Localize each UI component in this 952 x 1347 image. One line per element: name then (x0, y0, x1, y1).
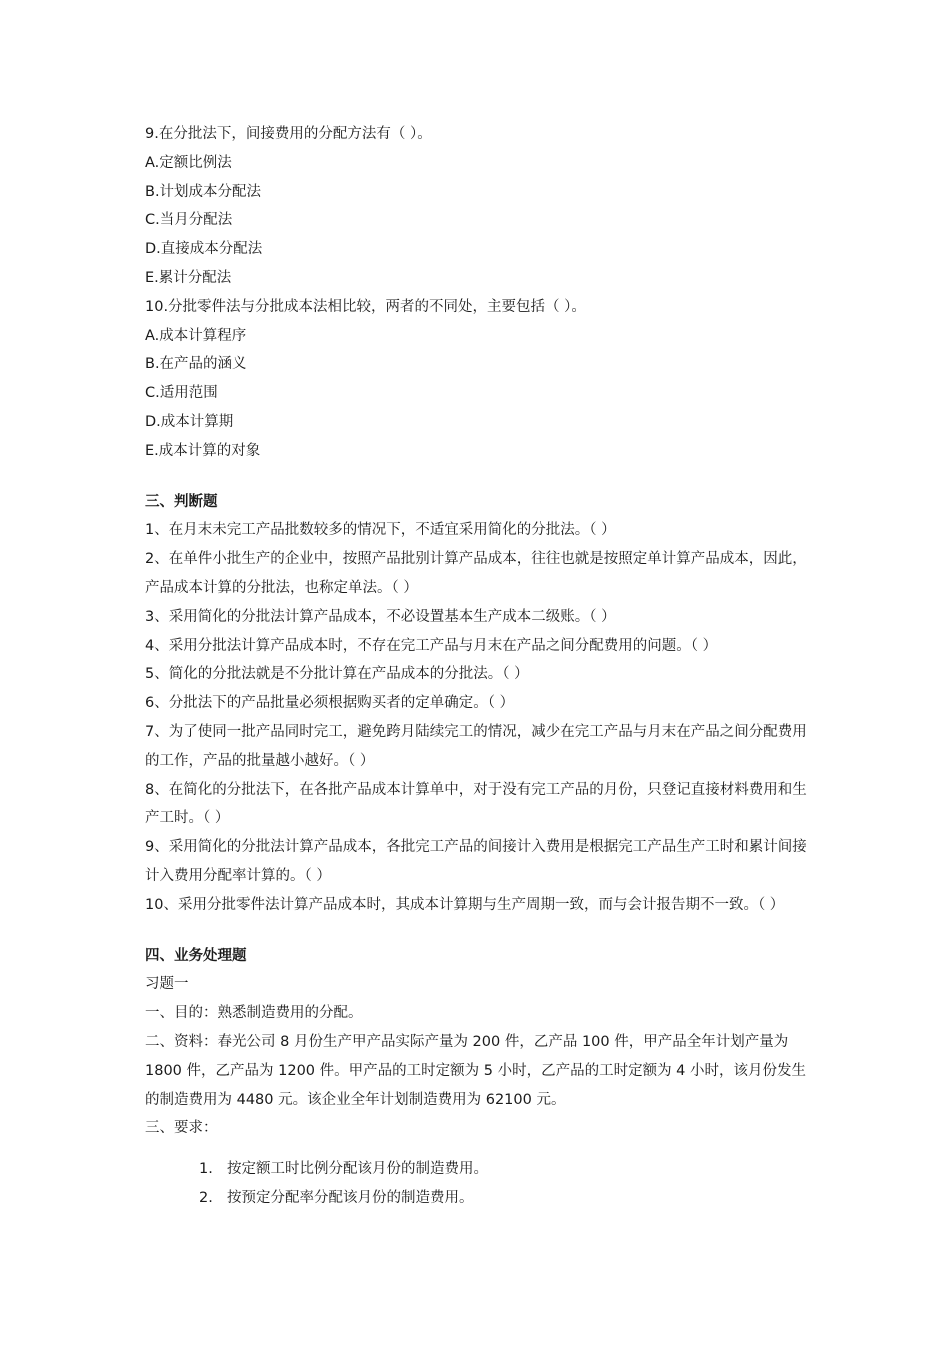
question-10-option-d: D.成本计算期 (145, 413, 234, 430)
judgment-item-8: 8、在简化的分批法下，在各批产品成本计算单中，对于没有完工产品的月份，只登记直接材料费用和生产工时。（ ） (145, 781, 807, 827)
exercise-data: 二、资料：春光公司 8 月份生产甲产品实际产量为 200 件，乙产品 100 件，甲产品全年计划产量为 1800 件，乙产品为 1200 件。甲产品的工时定额为 5 小时，乙产品的工时定额为 4 小时，该月份发生的制造费用为 4480 元。该企业全年计划制造费用为 62100 元。 (145, 1033, 807, 1108)
judgment-item-2: 2、在单件小批生产的企业中，按照产品批别计算产品成本，往往也就是按照定单计算产品成本，因此，产品成本计算的分批法，也称定单法。（ ） (145, 551, 807, 596)
judgment-item-9: 9、采用简化的分批法计算产品成本，各批完工产品的间接计入费用是根据完工产品生产工时和累计间接计入费用分配率计算的。（ ） (145, 839, 807, 884)
section-4-heading: 四、业务处理题 (145, 947, 247, 964)
section-3-heading: 三、判断题 (145, 493, 218, 510)
question-10-stem: 10.分批零件法与分批成本法相比较，两者的不同处，主要包括（ ）。 (145, 298, 586, 315)
question-10-option-e: E.成本计算的对象 (145, 442, 261, 459)
exercise-purpose: 一、目的：熟悉制造费用的分配。 (145, 1005, 363, 1022)
exercise-requirement-label: 三、要求： (145, 1120, 218, 1137)
question-9-stem: 9.在分批法下，间接费用的分配方法有（ ）。 (145, 126, 432, 142)
question-10-option-a: A.成本计算程序 (145, 327, 247, 344)
judgment-item-3: 3、采用简化的分批法计算产品成本，不必设置基本生产成本二级账。（ ） (145, 608, 616, 625)
question-9-option-a: A.定额比例法 (145, 154, 232, 171)
judgment-item-4: 4、采用分批法计算产品成本时，不存在完工产品与月末在产品之间分配费用的问题。（ ） (145, 637, 718, 654)
judgment-item-5: 5、简化的分批法就是不分批计算在产品成本的分批法。（ ） (145, 666, 529, 683)
question-10-option-b: B.在产品的涵义 (145, 356, 247, 373)
list-item-text: 按定额工时比例分配该月份的制造费用。 (227, 1161, 488, 1178)
list-item (199, 1184, 815, 1213)
list-item-number: 2. (199, 1189, 213, 1206)
question-9-option-b: B.计划成本分配法 (145, 183, 262, 200)
list-item-text: 按预定分配率分配该月份的制造费用。 (227, 1189, 474, 1206)
list-item-number: 1. (199, 1161, 213, 1178)
requirement-list (145, 1155, 815, 1213)
judgment-item-6: 6、分批法下的产品批量必须根据购买者的定单确定。（ ） (145, 695, 515, 712)
judgment-item-7: 7、为了使同一批产品同时完工，避免跨月陆续完工的情况，减少在完工产品与月末在产品之间分配费用的工作，产品的批量越小越好。（ ） (145, 723, 807, 769)
question-9-option-d: D.直接成本分配法 (145, 241, 263, 258)
exercise-title: 习题一 (145, 976, 189, 993)
judgment-item-1: 1、在月末未完工产品批数较多的情况下，不适宜采用简化的分批法。（ ） (145, 522, 616, 539)
question-10-option-c: C.适用范围 (145, 385, 218, 402)
question-9-option-c: C.当月分配法 (145, 212, 233, 229)
question-9-option-e: E.累计分配法 (145, 269, 232, 286)
document-page (145, 120, 815, 1213)
list-item (199, 1155, 815, 1184)
judgment-item-10: 10、采用分批零件法计算产品成本时，其成本计算期与生产周期一致，而与会计报告期不一致。（ ） (145, 896, 785, 913)
